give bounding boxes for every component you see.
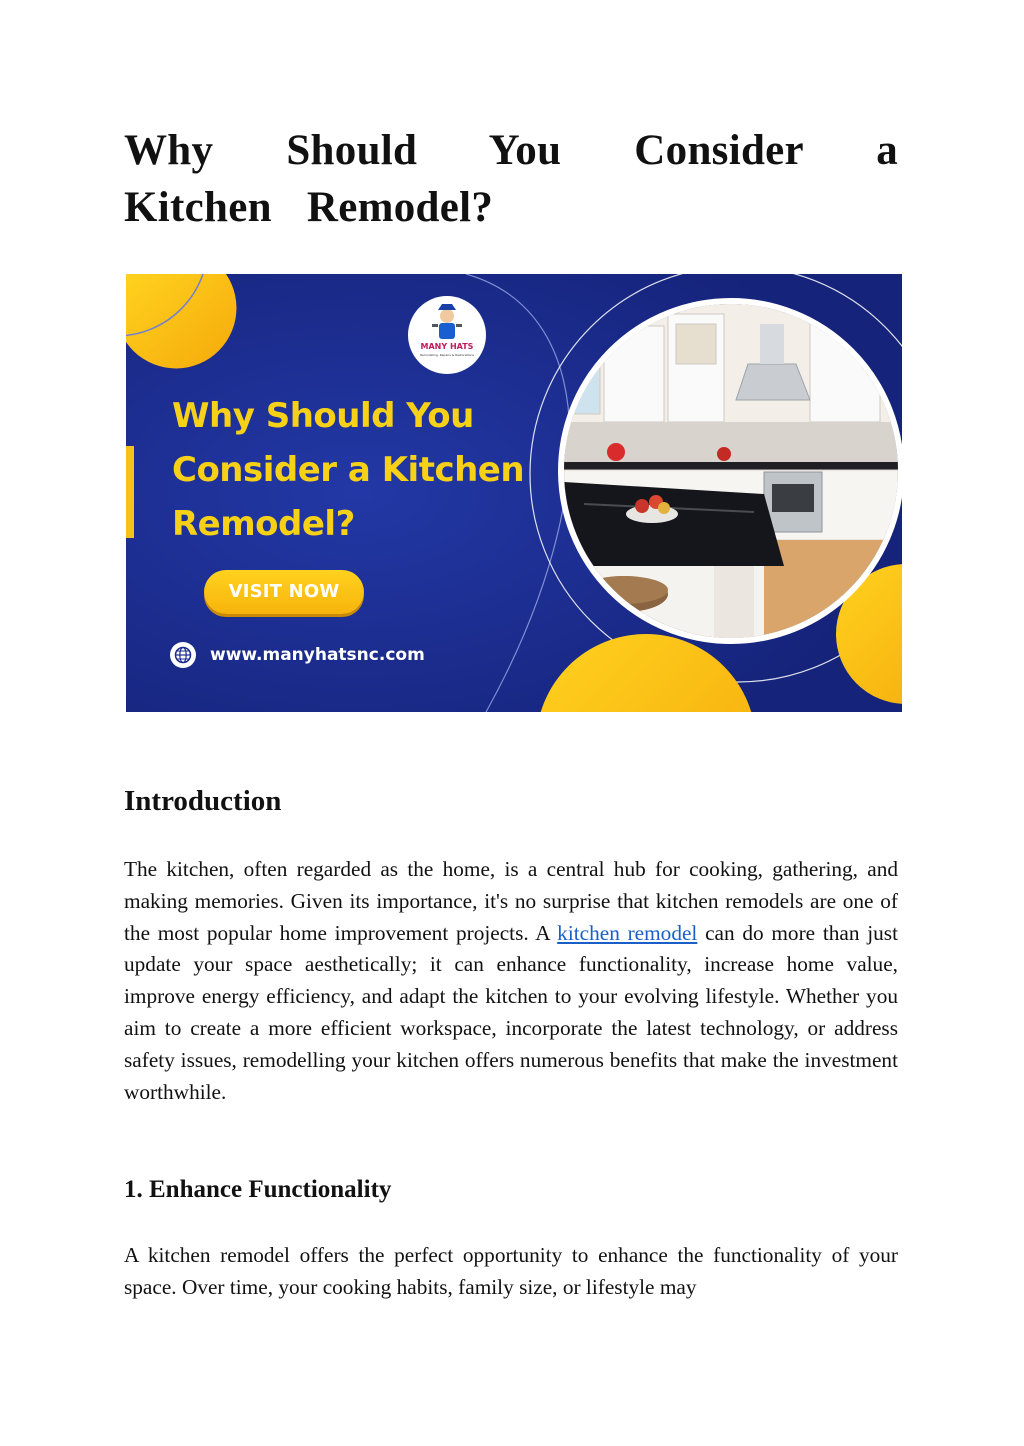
page-title: Why Should You Consider a Kitchen Remodel?: [124, 127, 898, 231]
introduction-heading: Introduction: [124, 785, 282, 817]
logo-brand-name: MANY HATS: [420, 342, 474, 351]
logo-mascot-icon: [408, 296, 486, 374]
banner-heading: Why Should You Consider a Kitchen Remodel?: [172, 396, 525, 544]
kitchen-illustration: [564, 304, 898, 638]
intro-text-before-link: The kitchen, often regarded as the home, is a central hub for cooking, gathering, and making memories. Given its importance, it's no surprise that kitchen remodels are one of the most popular home improvement projects. A: [124, 857, 898, 945]
intro-text-after-link: can do more than just update your space aesthetically; it can enhance functionality, increase home value, improve energy efficiency, and adapt the kitchen to your evolving lifestyle. Whether you aim to create a more efficient workspace, incorporate the latest technology, or address safety issues, remodelling your kitchen offers numerous benefits that make the investment worthwhile.: [124, 920, 898, 1104]
section-1-heading: 1. Enhance Functionality: [124, 1176, 392, 1203]
banner-accent-bar: [126, 446, 134, 538]
kitchen-photo: [558, 298, 902, 644]
kitchen-remodel-link[interactable]: kitchen remodel: [557, 920, 698, 945]
website-row[interactable]: [170, 640, 425, 670]
globe-icon: [170, 642, 196, 668]
logo-tagline: Remodeling, Repairs & Restorations: [420, 353, 474, 357]
website-url: www.manyhatsnc.com: [210, 645, 425, 665]
visit-now-button[interactable]: VISIT NOW: [204, 570, 364, 614]
brand-logo[interactable]: [408, 296, 486, 374]
introduction-paragraph: [124, 854, 898, 1108]
promo-banner: [126, 274, 902, 712]
section-1-paragraph: A kitchen remodel offers the perfect opportunity to enhance the functionality of your space. Over time, your cooking habits, family size, or lifestyle may: [124, 1243, 898, 1299]
